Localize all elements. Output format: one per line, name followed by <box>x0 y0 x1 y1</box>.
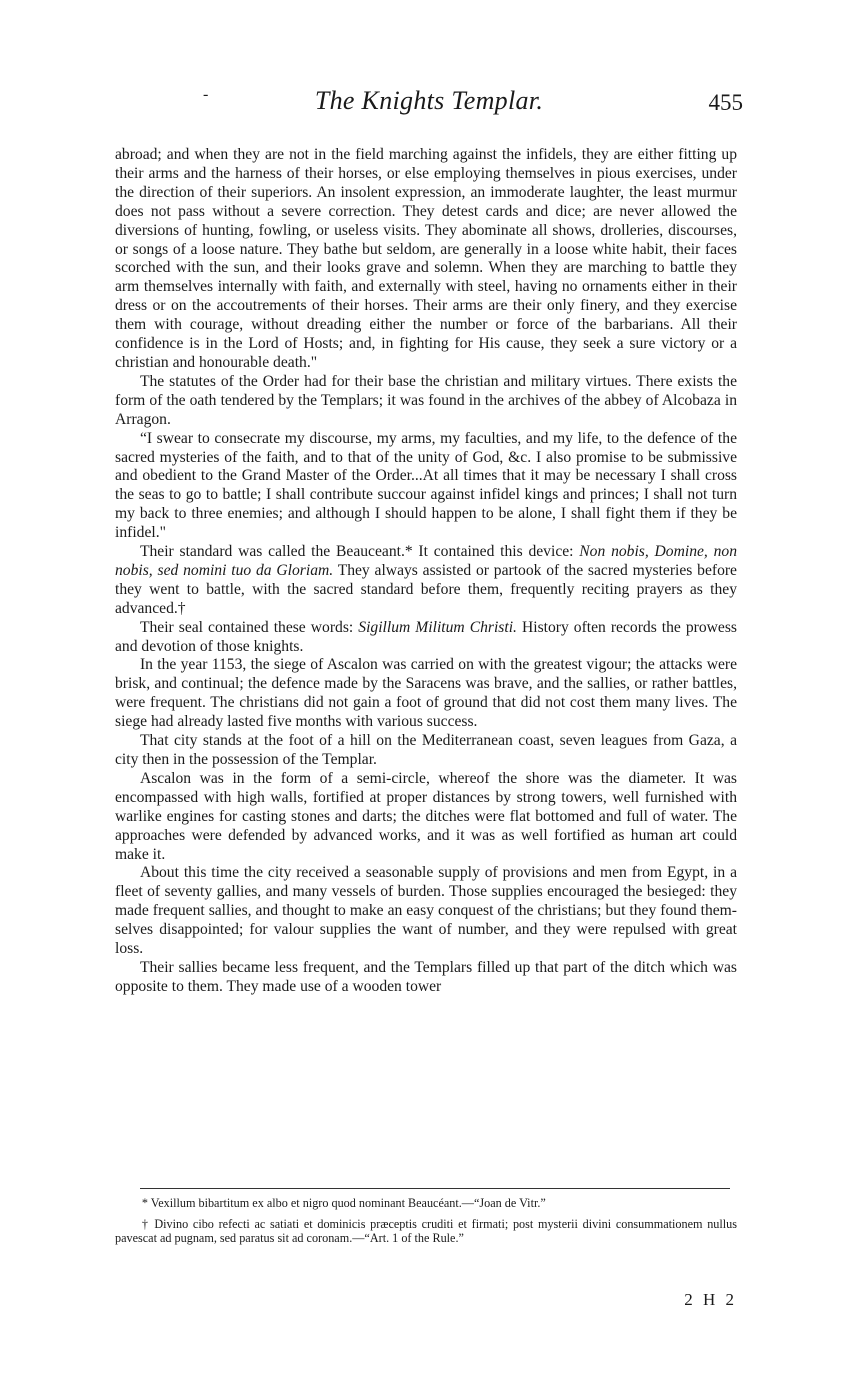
text-run: Ascalon was in the form of a semi-circle, whereof the shore was the diameter. It was encompassed with high walls, fortified at proper distances by strong towers, well furnished with warlike engines for casting stones and darts; the ditches were flat bottomed and full of water. The approaches were defended by advanced works, and it was as well fortified as human art could make it. <box>115 769 737 863</box>
signature-mark: 2 H 2 <box>684 1290 737 1309</box>
text-run: Their seal contained these words: <box>139 618 359 636</box>
text-run: Their sallies became less frequent, and the Templars filled up that part of the ditch which was opposite to them. They made use of a wooden tower <box>115 958 737 995</box>
paragraph <box>115 543 737 619</box>
text-run: They always assisted or partook of the sacred mysteries before they went to battle, with the sacred standard before them, frequently reciting prayers as they advanced.† <box>115 561 737 617</box>
page-number: 455 <box>708 90 743 115</box>
text-run: The statutes of the Order had for their base the christian and military virtues. There exists the form of the oath tendered by the Templars; it was found in the archives of the abbey of Alcobaza in Arragon. <box>115 372 737 428</box>
text-run: “I swear to consecrate my discourse, my arms, my faculties, and my life, to the defence of the sacred mysteries of the faith, and to that of the unity of God, &c. I also promise to be submissive and obedient to the Grand Master of the Order...At all times that it may be necessary I shall cross the seas to go to battle; I shall contribute succour against infidel kings and princes; I shall not turn my back to three enemies; and although I should happen to be alone, I shall fight them if they be infidel." <box>115 429 737 542</box>
header-dash: - <box>203 86 209 103</box>
text-run: That city stands at the foot of a hill on the Mediterranean coast, seven leagues from Gaza, a city then in the possession of the Templar. <box>115 732 737 768</box>
paragraph <box>115 430 737 543</box>
paragraph <box>115 656 737 732</box>
footnote-rule <box>140 1188 730 1189</box>
running-title: The Knights Templar. <box>314 86 544 115</box>
footnote: † Divino cibo refecti ac satiati et dominicis præceptis cruditi et firmati; post mysterii divini consummationem nullus pavescat ad pugnam, sed paratus sit ad coronam.—“Art. 1 of the Rule.” <box>115 1216 737 1246</box>
footnotes <box>115 1196 737 1252</box>
italic-text: Sigillum Militum Christi. <box>358 618 517 636</box>
paragraph <box>115 732 737 770</box>
text-run: About this time the city received a seasonable supply of provisions and men from Egypt, in a fleet of seventy gallies, and many vessels of burden. Those supplies encouraged the besieged: they made frequent sallies, and thought to make an easy conquest of the christians; but they found themselves disappointed; for valour supplies the want of number, and they were repulsed with great loss. <box>115 864 737 958</box>
paragraph <box>115 619 737 657</box>
footnote: * Vexillum bibartitum ex albo et nigro quod nominant Beaucéant.—“Joan de Vitr.” <box>141 1196 546 1210</box>
text-run: History often records the prowess and devotion of those knights. <box>115 618 737 655</box>
text-run: Their standard was called the Beauceant.* It contained this device: <box>139 543 580 561</box>
paragraph <box>115 864 737 959</box>
text-run: abroad; and when they are not in the field marching against the infidels, they are either fitting up their arms and the harness of their horses, or else employing themselves in pious exercises, under the direction of their superiors. An insolent expression, an immoderate laughter, the least murmur does not pass without a severe correction. They detest cards and dice; are never allowed the diversions of hunting, fowling, or useless visits. They abominate all shows, drolleries, discourses, or songs of a loose nature. They bathe but seldom, are generally in a loose white habit, their faces scorched with the sun, and their looks grave and solemn. When they are marching to battle they arm themselves internally with faith, and externally with steel, having no ornaments either in their dress or on the accoutrements of their horses. Their arms are their only finery, and they exercise them with courage, without dreading either the number or force of the barbarians. All their confidence is in the Lord of Hosts; and, in fighting for His cause, they seek a sure victory or a christian and honourable death." <box>115 146 737 371</box>
text-run: In the year 1153, the siege of Ascalon was carried on with the greatest vigour; the attacks were brisk, and continual; the defence made by the Saracens was brave, and the sallies, or rather battles, were frequent. The christians did not gain a foot of ground that did not cost them many lives. The siege had already lasted five months with various success. <box>115 656 737 731</box>
italic-text: Non nobis, Domine, non nobis, sed nomini tuo da Gloriam. <box>115 543 737 579</box>
running-head <box>115 82 743 122</box>
paragraph <box>115 146 737 373</box>
paragraph <box>115 373 737 430</box>
body-text <box>115 146 737 997</box>
paragraph <box>115 770 737 865</box>
paragraph <box>115 959 737 997</box>
